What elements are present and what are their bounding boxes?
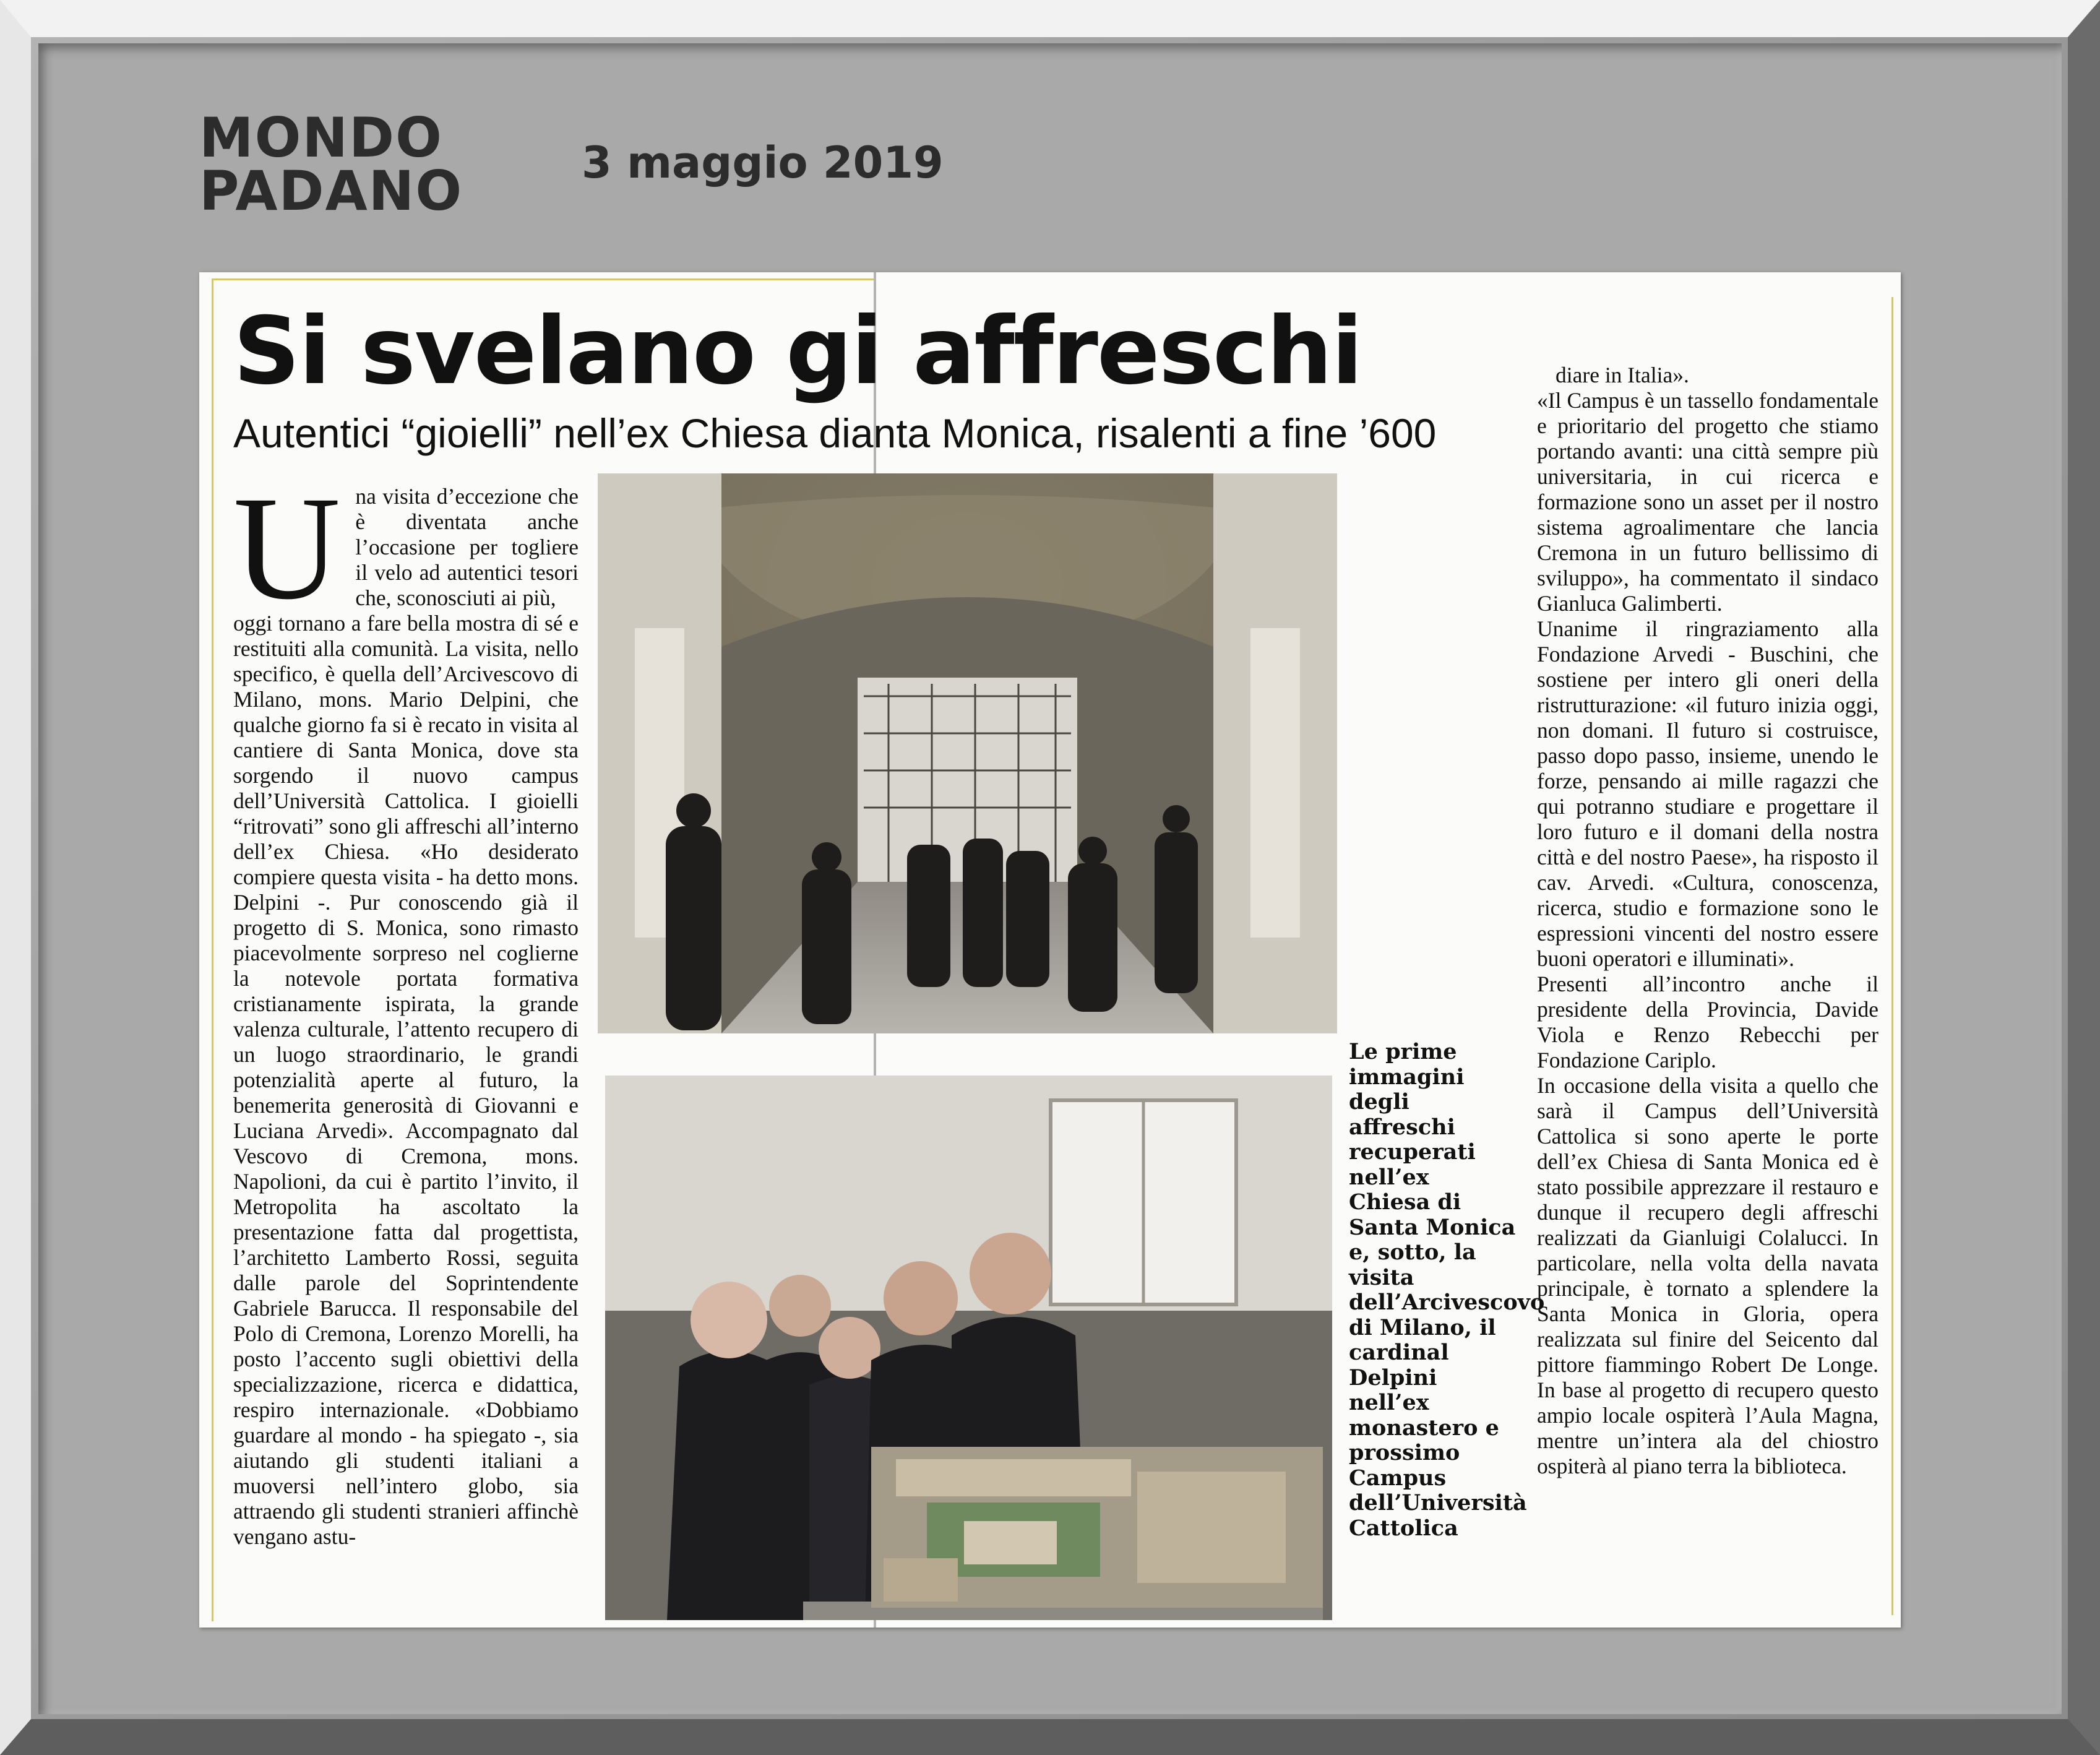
article-subtitle: Autentici “gioielli” nell’ex Chiesa dianta Monica, risalenti a fine ’600 [233, 410, 1437, 456]
column-3-paragraph-1: diare in Italia». [1556, 363, 1689, 387]
church-interior-image [598, 473, 1337, 1033]
church-frescoes-photo [598, 473, 1337, 1033]
column-1-body: oggi tornano a fare bella mostra di sé e restituiti alla comunità. La visita, nello specifico, è quella dell’Arcivescovo di Milano, mons. Mario Delpini, che qualche giorno fa si è recato in visita al cantiere di Santa Monica, dove sta sorgendo il nuovo campus dell’Università Cattolica. I gioielli “ritrovati” sono gli affreschi all’interno dell’ex Chiesa. «Ho desiderato compiere questa visita - ha detto mons. Delpini -. Pur conoscendo già il progetto di S. Monica, sono rimasto piacevolmente sorpreso nel coglierne la notevole portata formativa cristianamente ispirata, la grande valenza culturale, l’attento recupero di un luogo straordinario, le grandi potenzialità aperte al futuro, la benemerita generosità di Giovanni e Luciana Arvedi». Accompagnato dal Vescovo di Cremona, mons. Napolioni, da cui è partito l’invito, il Metropolita ha ascoltato la presentazione fatta dal progettista, l’architetto Lamberto Rossi, seguita dalle parole del Soprintendente Gabriele Barucca. Il responsabile del Polo di Cremona, Lorenzo Morelli, ha posto l’accento sugli obiettivi della specializzazione, ricerca e didattica, respiro internazionale. «Dobbiamo guardare al mondo - ha spiegato -, sia aiutando gli studenti italiani a muoversi nell’intero globo, sia attraendo gli studenti stranieri affinchè vengano astu- [233, 611, 579, 1549]
column-3-paragraph-5: In occasione della visita a quello che sarà il Campus dell’Università Cattolica si sono aperte le porte dell’ex Chiesa di Santa Monica ed è stato possibile apprezzare il restauro e dunque il recupero degli affreschi realizzati da Gianluigi Colalucci. In particolare, nella volta della navata principale, è tornato a splendere la Santa Monica in Gloria, opera realizzata sul finire del Seicento dal pittore fiammingo Robert De Longe. In base al progetto di recupero questo ampio locale ospiterà l’Aula Magna, mentre un’intera ala del chiostro ospiterà al piano terra la biblioteca. [1537, 1073, 1878, 1478]
archbishop-visit-photo [605, 1076, 1332, 1620]
column-3-paragraph-2: «Il Campus è un tassello fondamentale e prioritario del progetto che stiamo portando avanti: una città sempre più universitaria, in cui ricerca e formazione sono un asset per il nostro sistema agroalimentare che lancia Cremona in un futuro bellissimo di sviluppo», ha commentato il sindaco Gianluca Galimberti. [1537, 388, 1878, 616]
column-3-paragraph-4: Presenti all’incontro anche il presidente della Provincia, Davide Viola e Renzo Rebecchi per Fondazione Cariplo. [1537, 972, 1878, 1072]
drop-cap: U [233, 465, 341, 630]
newspaper-logo [199, 106, 463, 223]
newspaper-clipping [199, 272, 1901, 1628]
visit-scene-image [605, 1076, 1332, 1620]
right-rule [1891, 297, 1893, 1615]
logo-line-1: MONDO [199, 106, 443, 170]
logo-line-2: PADANO [199, 159, 463, 223]
article-column-1 [233, 465, 579, 1550]
column-3-paragraph-3: Unanime il ringraziamento alla Fondazione Arvedi - Buschini, che sostiene per intero gli oneri della ristrutturazione: «il futuro inizia oggi, non domani. Il futuro si costruisce, passo dopo passo, insieme, unendo le forze, pensando ai mille ragazzi che qui potranno studiare e progettare il loro futuro e il domani della nostra città e del nostro Paese», ha risposto il cav. Arvedi. «Cultura, conoscenza, ricerca, studio e formazione sono le espressioni vincenti del nostro essere buoni operatori e illuminati». [1537, 616, 1878, 971]
publication-date: 3 maggio 2019 [582, 137, 944, 188]
article-headline: Si svelano gi affreschi [233, 298, 1362, 405]
photo-caption: Le prime immagini degli affreschi recuperati nell’ex Chiesa di Santa Monica e, sotto, la visita dell’Arcivescovo di Milano, il cardinal Delpini nell’ex monastero e prossimo Campus dell’Università Cattolica [1349, 1039, 1545, 1541]
column-1-intro: na visita d’eccezione che è diventata anche l’occasione per togliere il velo ad autentici tesori che, sconosciuti ai più, [355, 484, 579, 610]
top-rule [212, 278, 874, 280]
campus-model [871, 1447, 1323, 1608]
article-column-3 [1537, 363, 1878, 1479]
left-rule [212, 278, 213, 1621]
